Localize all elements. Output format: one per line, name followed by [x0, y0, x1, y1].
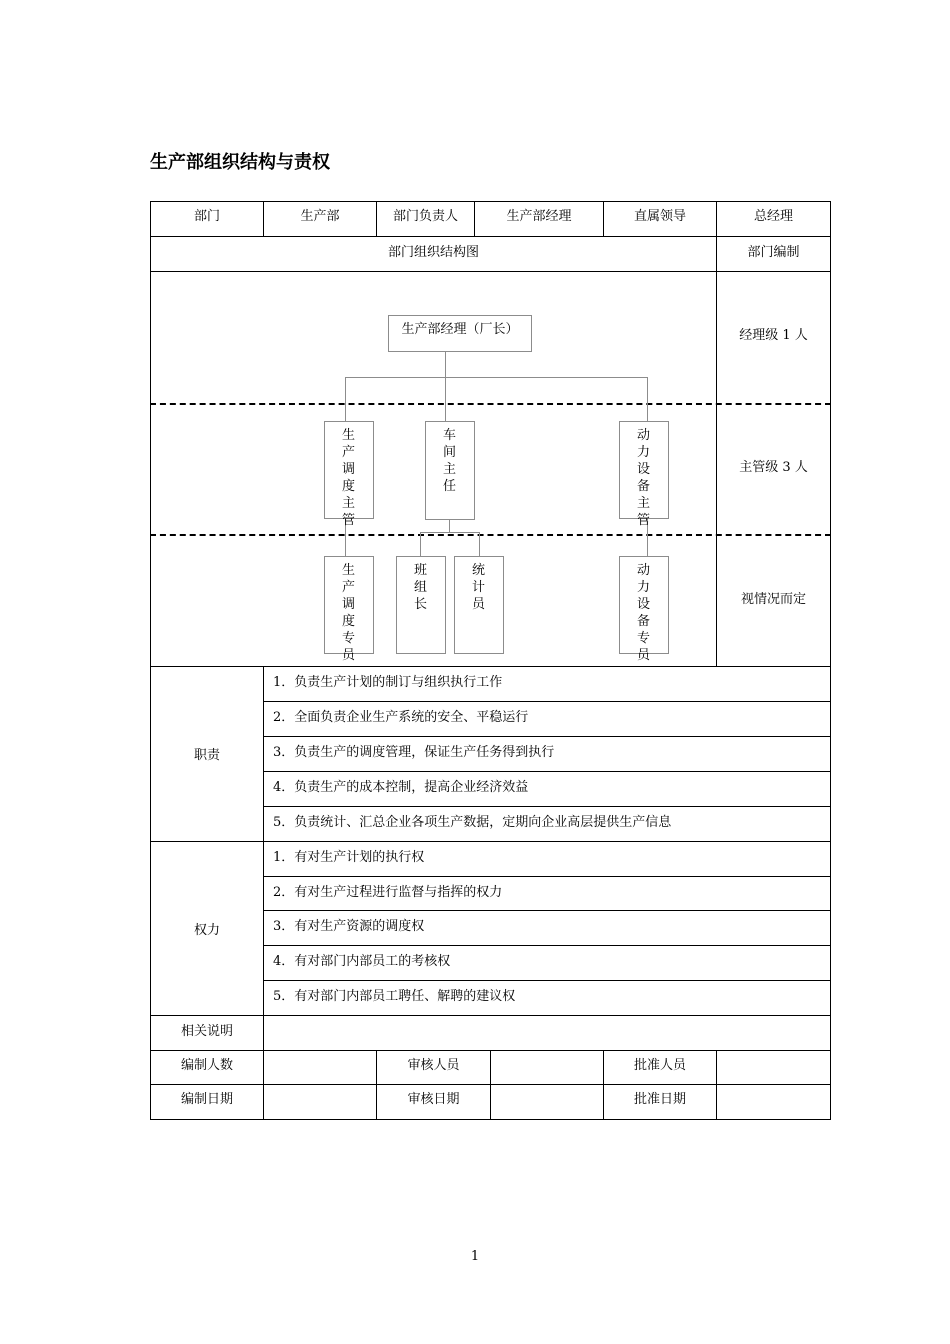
org-box-label: 动力设备专员: [637, 563, 651, 663]
duty-item: 3．负责生产的调度管理，保证生产任务得到执行: [273, 744, 555, 760]
dept-head-value: 生产部经理: [506, 208, 572, 224]
duty-item: 5．负责统计、汇总企业各项生产数据，定期向企业高层提供生产信息: [273, 814, 672, 830]
org-box-production-manager: 生产部经理（厂长）: [388, 315, 532, 352]
superior-label: 直属领导: [633, 208, 686, 224]
reviewer-label: 审核人员: [407, 1058, 460, 1073]
org-box-scheduling-supervisor: [324, 421, 374, 528]
prepared-date-label: 编制日期: [180, 1092, 233, 1107]
duty-item: 1．负责生产计划的制订与组织执行工作: [273, 674, 503, 690]
power-item: 5．有对部门内部员工聘任、解聘的建议权: [273, 988, 516, 1004]
power-item: 3．有对生产资源的调度权: [273, 918, 425, 934]
staffing-manager-level: 经理级 1 人: [739, 327, 808, 343]
org-chart-label: 部门组织结构图: [387, 244, 479, 260]
prepared-count-field[interactable]: [264, 1050, 376, 1084]
staffing-supervisor-level: 主管级 3 人: [739, 459, 808, 475]
notes-field[interactable]: [264, 1015, 830, 1050]
dept-label: 部门: [193, 208, 220, 224]
reviewer-field[interactable]: [491, 1050, 603, 1084]
staffing-label: 部门编制: [747, 244, 800, 260]
approver-field[interactable]: [717, 1050, 830, 1084]
page-title: 生产部组织结构与责权: [150, 152, 330, 173]
approver-label: 批准人员: [633, 1058, 686, 1073]
power-item: 1．有对生产计划的执行权: [273, 849, 425, 865]
org-box-statistician: [454, 556, 504, 654]
review-date-field[interactable]: [491, 1084, 603, 1119]
duty-item: 2．全面负责企业生产系统的安全、平稳运行: [273, 709, 529, 725]
org-box-workshop-director: [425, 421, 475, 520]
duty-item: 4．负责生产的成本控制，提高企业经济效益: [273, 779, 529, 795]
org-box-power-equipment-supervisor: [619, 421, 669, 528]
duties-label: 职责: [193, 748, 220, 763]
powers-label: 权力: [193, 922, 220, 938]
power-item: 2．有对生产过程进行监督与指挥的权力: [273, 884, 503, 900]
approve-date-label: 批准日期: [633, 1092, 686, 1107]
org-box-label: 班组长: [414, 563, 428, 612]
org-box-label: 生产调度主管: [342, 428, 356, 528]
org-box-scheduling-specialist: [324, 556, 374, 663]
org-box-label: 统计员: [472, 563, 486, 612]
staffing-staff-level: 视情况而定: [740, 591, 806, 607]
prepared-count-label: 编制人数: [180, 1058, 233, 1073]
org-box-label: 车间主任: [443, 428, 457, 494]
approve-date-field[interactable]: [717, 1084, 830, 1119]
dept-value: 生产部: [300, 208, 340, 224]
prepared-date-field[interactable]: [264, 1084, 376, 1119]
power-item: 4．有对部门内部员工的考核权: [273, 953, 451, 969]
page-number: 1: [470, 1249, 480, 1264]
notes-label: 相关说明: [180, 1023, 233, 1039]
org-box-team-leader: [396, 556, 446, 654]
org-box-power-equipment-specialist: [619, 556, 669, 663]
org-box-label: 动力设备主管: [637, 428, 651, 528]
review-date-label: 审核日期: [407, 1092, 460, 1107]
dept-head-label: 部门负责人: [392, 208, 458, 224]
superior-value: 总经理: [753, 208, 793, 224]
org-box-label: 生产调度专员: [342, 563, 356, 663]
